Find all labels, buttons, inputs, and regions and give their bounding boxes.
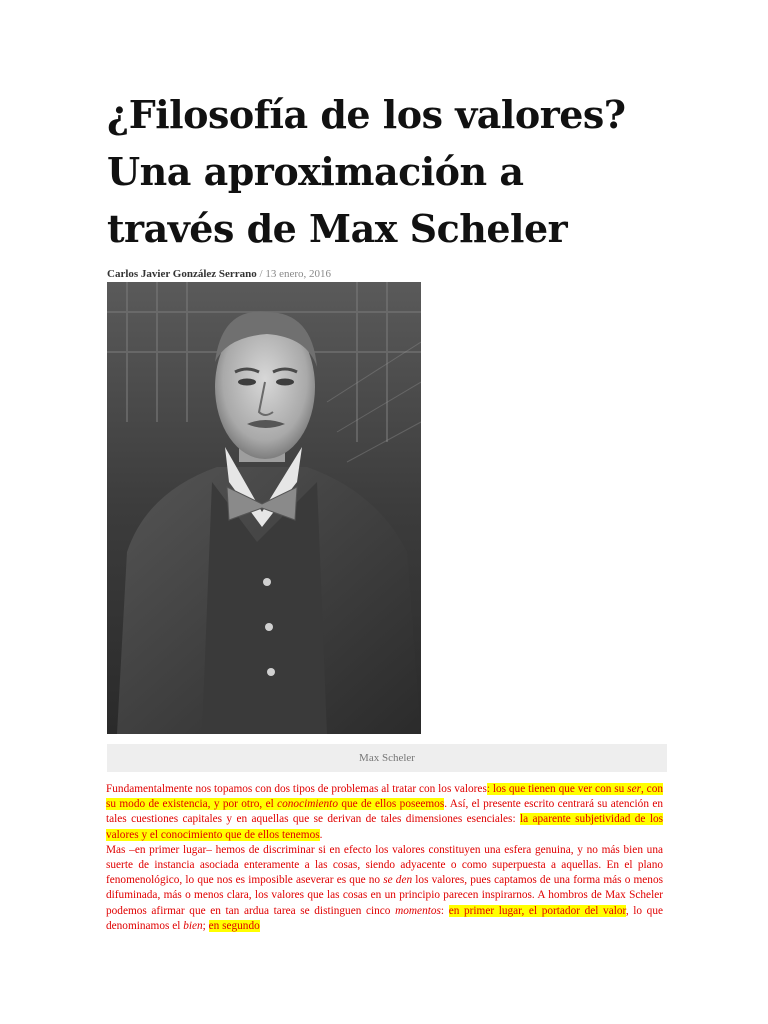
text-run: : (440, 904, 449, 917)
text-run: bien (183, 919, 203, 932)
portrait-illustration (107, 282, 421, 734)
title-line-2: Una aproximación a (107, 149, 524, 194)
title-line-1: ¿Filosofía de los valores? (107, 92, 626, 137)
text-run: en segundo (208, 919, 260, 932)
text-run: momentos (395, 904, 441, 917)
text-run: : los que tienen que ver con su (486, 783, 628, 795)
text-run: . Así, el presente escrito centrará su atención en tales cuestiones capitales y en aquellas que se derivan de tales dimensiones esenciales: (106, 798, 663, 826)
paragraph-1 (106, 782, 663, 843)
author-link[interactable]: Carlos Javier González Serrano (107, 268, 257, 280)
text-run: . (319, 828, 323, 841)
text-run: , con su modo de existencia, y por otro, el (106, 783, 663, 811)
photo-caption: Max Scheler (107, 744, 667, 772)
title-line-3: través de Max Scheler (107, 206, 568, 251)
text-run: que de ellos poseemos (337, 798, 445, 811)
text-run: se den (383, 874, 413, 887)
text-run: los valores, pues captamos de una forma más o menos difuminada, más o menos clara, los valores que las cosas en un principio parecen inspirarnos. A hombros de Max Scheler podemos afirmar que en tan ardua tarea se distinguen cinco (106, 874, 664, 917)
text-run: ; (202, 919, 209, 932)
text-run: ser (627, 783, 641, 795)
text-run: Fundamentalmente nos topamos con dos tipos de problemas al tratar con los valores (106, 783, 487, 795)
text-run: conocimiento (277, 798, 338, 811)
article-title (107, 86, 667, 257)
text-run: , lo que denominamos el (106, 904, 663, 932)
paragraph-2 (106, 843, 663, 934)
text-run: la aparente subjetividad de los valores y el conocimiento que de ellos tenemos (106, 813, 663, 841)
byline (107, 268, 331, 280)
portrait-photo (107, 282, 421, 734)
text-run: Mas –en primer lugar– hemos de discriminar si en efecto los valores constituyen una esfera genuina, y no más bien una suerte de instancia asociada enteramente a las cosas, siendo adyacente o como superpuesta a aquellas. En el plano fenomenológico, lo que nos es imposible aseverar es que no (106, 843, 663, 887)
publish-date: 13 enero, 2016 (265, 268, 332, 280)
byline-separator: / (256, 268, 266, 280)
article-body (106, 782, 663, 934)
text-run: en primer lugar, el portador del valor (448, 904, 626, 917)
